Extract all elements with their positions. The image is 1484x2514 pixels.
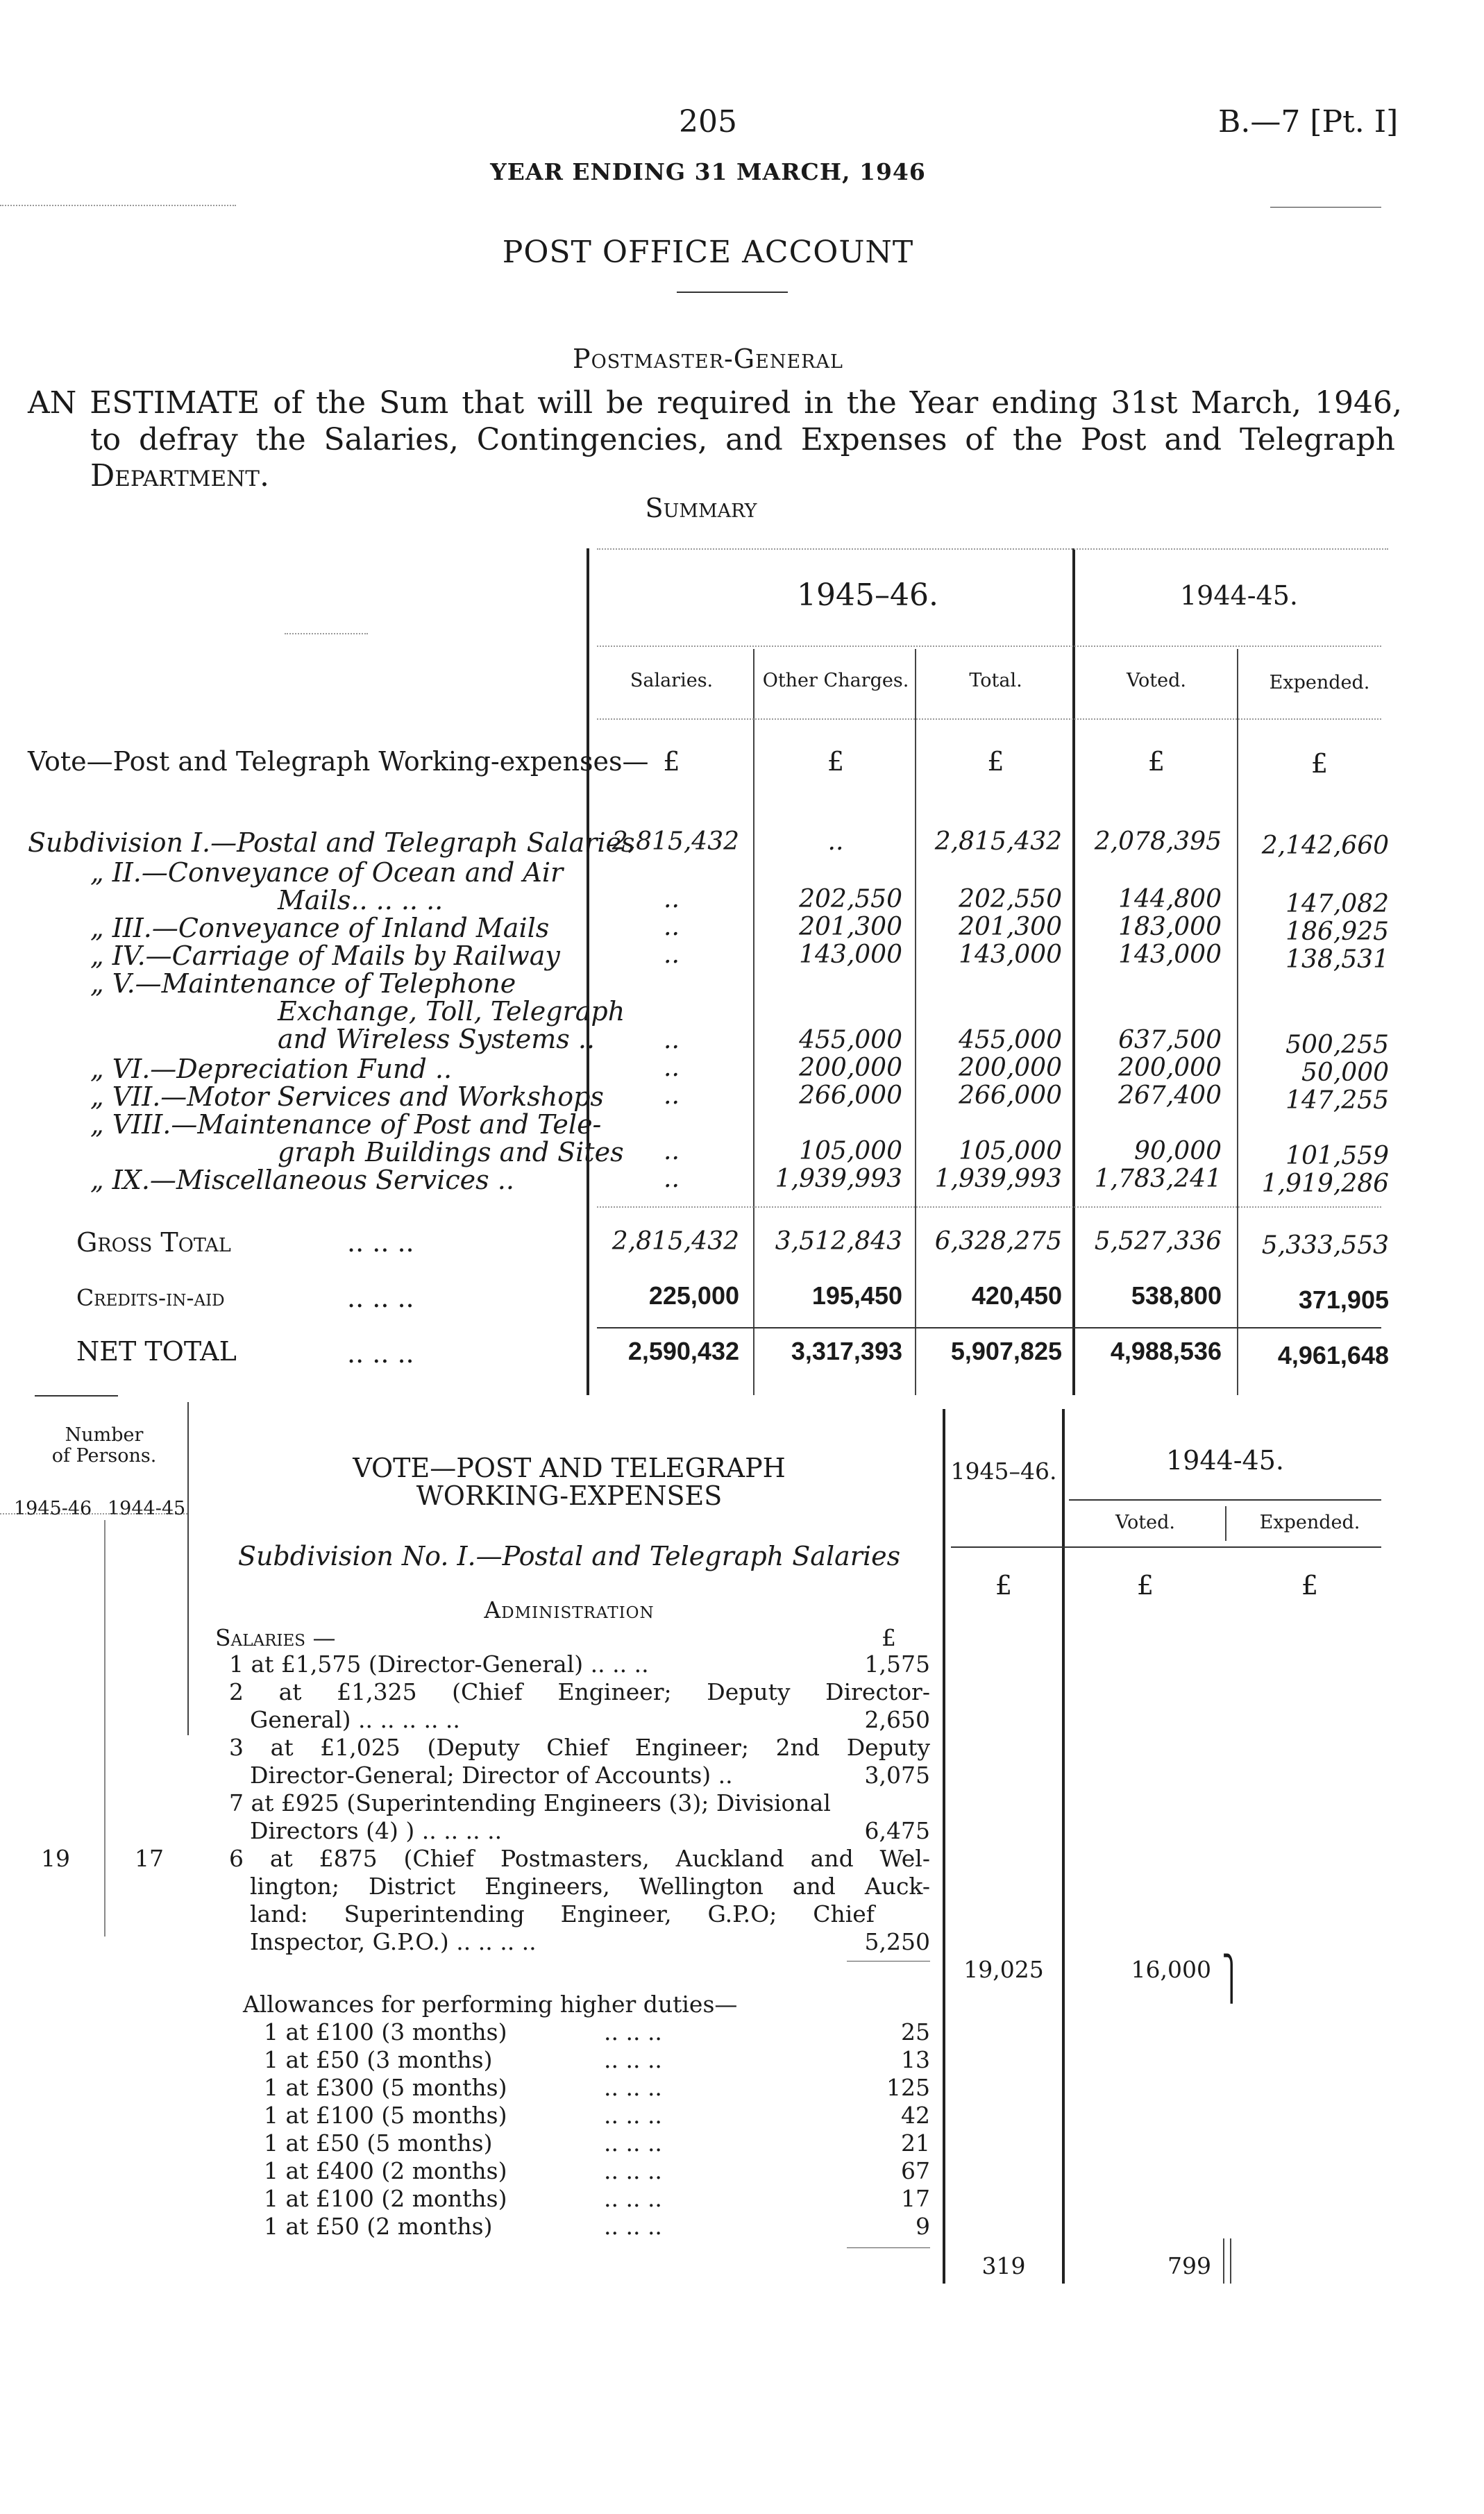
vote-title-1: VOTE—POST AND TELEGRAPH [353,1453,786,1483]
persons-current-count: 19 [41,1845,70,1872]
row-expended: 1,919,286 [1261,1170,1389,1198]
row-expended: 101,559 [1285,1142,1389,1170]
col-salaries-header: Salaries. [630,670,714,691]
estimate-line-1: AN ESTIMATE of the Sum that will be required in the Year ending 31st March, 1946, [28,385,1402,421]
gross-total-label: Gross Total [76,1227,231,1258]
salary-text: 6 at £875 (Chief Postmasters, Auckland and Wel- [229,1845,930,1872]
row-expended: 138,531 [1285,945,1389,974]
row-voted: 183,000 [1118,913,1222,941]
estimate-line-3: Department. [90,458,269,493]
gross-total-salaries: 2,815,432 [612,1227,739,1256]
row-salaries: .. [664,885,680,913]
summary-year-current: 1945–46. [797,577,938,613]
currency-total: £ [987,746,1004,777]
document-reference: B.—7 [Pt. I] [1218,104,1399,140]
row-other: 266,000 [799,1081,902,1110]
row-other: 1,939,993 [775,1165,902,1193]
allowance-dots: .. .. .. [604,2046,662,2073]
credits-dots: .. .. .. [347,1283,414,1313]
row-voted: 143,000 [1118,940,1222,969]
persons-header-1: Number [65,1424,144,1446]
row-total: 266,000 [959,1081,1062,1110]
gross-total-expended: 5,333,553 [1261,1231,1389,1260]
allowance-dots: .. .. .. [604,2157,662,2184]
allowance-amount: 25 [901,2018,930,2045]
year-line: YEAR ENDING 31 MARCH, 1946 [490,158,926,185]
row-total: 105,000 [959,1137,1062,1165]
allowance-text: 1 at £50 (2 months) [264,2213,493,2240]
detail-col-previous: 1944-45. [1166,1445,1284,1476]
credits-salaries: 225,000 [648,1281,739,1310]
row-other: 455,000 [799,1026,902,1054]
gross-total-other: 3,512,843 [775,1227,902,1256]
allowance-dots: .. .. .. [604,2074,662,2101]
net-total-label: NET TOTAL [76,1336,237,1367]
brace-mark: ⎫ [1222,1954,1242,2003]
row-label-cont: Exchange, Toll, Telegraph [278,996,625,1027]
col-other-charges-header: Other Charges. [762,670,909,691]
gross-total-total: 6,328,275 [934,1227,1062,1256]
allowance-text: 1 at £400 (2 months) [264,2157,507,2184]
row-other: 200,000 [799,1054,902,1082]
allowance-amount: 17 [901,2185,930,2212]
estimate-line-2: to defray the Salaries, Contingencies, and Expenses of the Post and Telegraph [90,422,1395,457]
allowance-text: 1 at £50 (3 months) [264,2046,493,2073]
salaries-total-current: 19,025 [963,1956,1044,1983]
net-total-total: 5,907,825 [950,1337,1062,1365]
salary-amount: 3,075 [864,1762,930,1789]
row-total: 1,939,993 [934,1165,1062,1193]
row-salaries: .. [664,1054,680,1082]
col-voted-header: Voted. [1127,670,1186,691]
salaries-voted-previous: 16,000 [1131,1956,1211,1983]
department-head: Postmaster-General [573,344,843,374]
currency-voted: £ [1147,746,1165,777]
detail-col-expended: Expended. [1259,1512,1360,1533]
salary-text-cont: Directors (4) ) .. .. .. .. [250,1817,503,1844]
row-label: „ V.—Maintenance of Telephone [90,968,516,999]
row-label: „ IV.—Carriage of Mails by Railway [90,940,560,971]
row-label: Subdivision I.—Postal and Telegraph Salaries [28,827,635,858]
salary-text-cont: Director-General; Director of Accounts) .. [250,1762,733,1789]
net-total-expended: 4,961,648 [1277,1341,1389,1369]
row-expended: 50,000 [1301,1058,1389,1087]
net-total-salaries: 2,590,432 [627,1337,739,1365]
allowance-dots: .. .. .. [604,2129,662,2157]
detail-col-voted: Voted. [1115,1512,1175,1533]
row-salaries: .. [664,1081,680,1110]
allowance-amount: 67 [901,2157,930,2184]
row-voted: 1,783,241 [1094,1165,1222,1193]
row-other: 105,000 [799,1137,902,1165]
credits-voted: 538,800 [1131,1281,1222,1310]
page-number: 205 [679,104,737,140]
row-voted: 90,000 [1134,1137,1222,1165]
allowance-dots: .. .. .. [604,2102,662,2129]
row-expended: 147,255 [1285,1086,1389,1115]
vote-title-2: WORKING-EXPENSES [416,1480,723,1511]
detail-currency-voted: £ [1136,1570,1154,1601]
gross-total-dots: .. .. .. [347,1227,414,1258]
row-voted: 200,000 [1118,1054,1222,1082]
allowance-amount: 125 [886,2074,930,2101]
allowance-amount: 13 [901,2046,930,2073]
row-label-cont: graph Buildings and Sites [278,1137,624,1167]
allowances-label: Allowances for performing higher duties— [243,1991,738,2018]
row-label: „ III.—Conveyance of Inland Mails [90,913,550,943]
salary-text: 3 at £1,025 (Deputy Chief Engineer; 2nd Deputy [229,1734,930,1761]
row-label: „ VI.—Depreciation Fund .. [90,1054,453,1084]
row-other: 202,550 [799,885,902,913]
row-other: 143,000 [799,940,902,969]
salary-text-cont: General) .. .. .. .. .. [250,1706,460,1733]
net-total-voted: 4,988,536 [1110,1337,1222,1365]
allowance-text: 1 at £100 (2 months) [264,2185,507,2212]
row-total: 143,000 [959,940,1062,969]
persons-previous-count: 17 [135,1845,164,1872]
allowance-dots: .. .. .. [604,2213,662,2240]
salary-text: 2 at £1,325 (Chief Engineer; Deputy Director- [229,1678,930,1705]
salaries-label: Salaries — [215,1624,336,1651]
allowances-voted-previous: 799 [1167,2252,1211,2279]
persons-year-current: 1945-46 [14,1498,92,1519]
allowance-amount: 9 [916,2213,930,2240]
allowance-amount: 21 [901,2129,930,2157]
salary-amount: 2,650 [864,1706,930,1733]
row-total: 202,550 [959,885,1062,913]
row-label: „ VIII.—Maintenance of Post and Tele- [90,1109,602,1140]
salary-text-cont: Inspector, G.P.O.) .. .. .. .. [250,1928,537,1955]
currency-expended: £ [1310,748,1329,779]
salary-text: 1 at £1,575 (Director-General) .. .. .. [229,1651,649,1678]
row-label-cont: Mails.. .. .. .. [278,885,444,916]
credits-expended: 371,905 [1298,1285,1389,1314]
allowances-total-current: 319 [981,2252,1026,2279]
detail-currency-current: £ [995,1570,1013,1601]
row-voted: 267,400 [1118,1081,1222,1110]
detail-col-current: 1945–46. [950,1458,1057,1485]
net-total-other: 3,317,393 [791,1337,902,1365]
allowance-text: 1 at £50 (5 months) [264,2129,493,2157]
summary-title: Summary [645,493,757,523]
allowance-text: 1 at £100 (3 months) [264,2018,507,2045]
allowance-text: 1 at £300 (5 months) [264,2074,507,2101]
persons-year-previous: 1944-45 [108,1498,186,1519]
detail-currency-expended: £ [1301,1570,1319,1601]
row-salaries: .. [664,1026,680,1054]
row-salaries: 2,815,432 [612,827,739,856]
account-title: POST OFFICE ACCOUNT [502,235,914,270]
currency-salaries: £ [663,746,680,777]
section-heading: Administration [484,1596,655,1623]
salary-text: 7 at £925 (Superintending Engineers (3); Divisional [229,1789,831,1816]
salary-amount: 5,250 [864,1928,930,1955]
vote-label: Vote—Post and Telegraph Working-expenses— [28,746,649,777]
gross-total-voted: 5,527,336 [1094,1227,1222,1256]
row-label-cont: and Wireless Systems .. [278,1024,595,1054]
row-expended: 147,082 [1285,890,1389,918]
col-total-header: Total. [969,670,1022,691]
row-expended: 2,142,660 [1261,832,1389,860]
row-other: .. [827,827,844,856]
credits-other: 195,450 [811,1281,902,1310]
row-label: „ II.—Conveyance of Ocean and Air [90,857,564,888]
row-label: „ VII.—Motor Services and Workshops [90,1081,604,1112]
persons-header-2: of Persons. [51,1445,157,1467]
credits-total: 420,450 [971,1281,1062,1310]
row-salaries: .. [664,940,680,969]
credits-label: Credits-in-aid [76,1284,225,1311]
row-label: „ IX.—Miscellaneous Services .. [90,1165,514,1195]
allowance-dots: .. .. .. [604,2185,662,2212]
salaries-pound: £ [882,1624,896,1651]
row-salaries: .. [664,913,680,941]
allowance-amount: 42 [901,2102,930,2129]
row-voted: 637,500 [1118,1026,1222,1054]
salary-text-cont: land: Superintending Engineer, G.P.O; Chief [250,1900,875,1927]
row-total: 201,300 [959,913,1062,941]
row-total: 2,815,432 [934,827,1062,856]
allowance-text: 1 at £100 (5 months) [264,2102,507,2129]
row-salaries: .. [664,1137,680,1165]
row-expended: 500,255 [1285,1031,1389,1059]
row-total: 455,000 [959,1026,1062,1054]
row-other: 201,300 [799,913,902,941]
row-total: 200,000 [959,1054,1062,1082]
allowance-dots: .. .. .. [604,2018,662,2045]
currency-other: £ [827,746,845,777]
salary-amount: 6,475 [864,1817,930,1844]
row-expended: 186,925 [1285,918,1389,946]
row-voted: 2,078,395 [1094,827,1222,856]
row-voted: 144,800 [1118,885,1222,913]
col-expended-header: Expended. [1269,672,1370,693]
salary-text-cont: lington; District Engineers, Wellington and Auck- [250,1873,930,1900]
summary-year-previous: 1944-45. [1180,580,1298,611]
net-total-dots: .. .. .. [347,1338,414,1369]
salary-amount: 1,575 [864,1651,930,1678]
row-salaries: .. [664,1165,680,1193]
subdivision-heading: Subdivision No. I.—Postal and Telegraph Salaries [237,1541,901,1571]
